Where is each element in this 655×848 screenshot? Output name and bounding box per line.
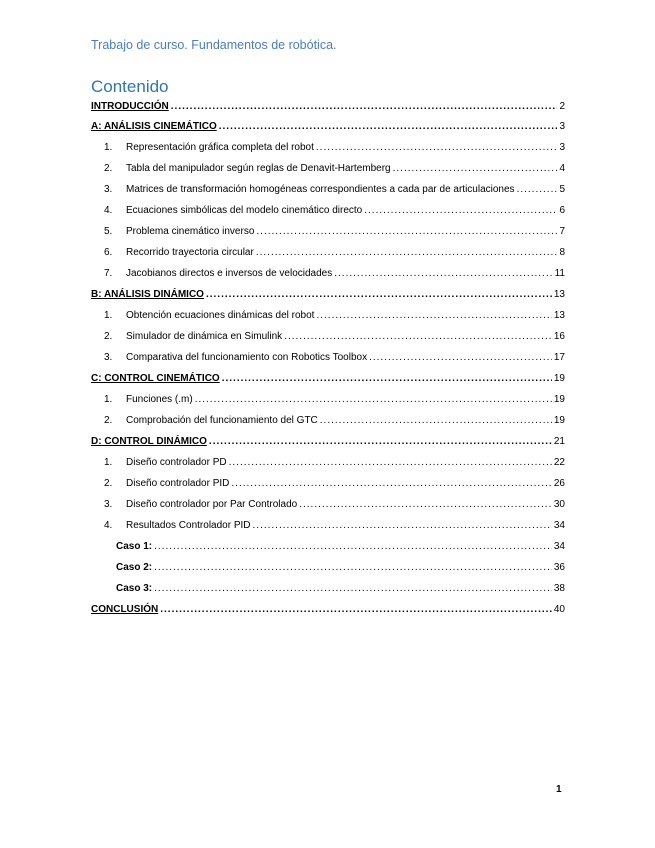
toc-entry-page: 13 bbox=[553, 310, 565, 321]
toc-entry-number: 7. bbox=[104, 268, 113, 279]
toc-entry-label: Matrices de transformación homogéneas correspondientes a cada par de articulaciones bbox=[126, 184, 515, 195]
dot-leader bbox=[320, 414, 552, 428]
dot-leader bbox=[253, 519, 552, 533]
toc-entry-number: 5. bbox=[104, 226, 113, 237]
running-header: Trabajo de curso. Fundamentos de robótica. bbox=[91, 38, 337, 52]
toc-entry-page: 4 bbox=[559, 163, 565, 174]
toc-entry[interactable] bbox=[91, 120, 565, 134]
toc-entry-label: Tabla del manipulador según reglas de Denavit-Hartemberg bbox=[126, 163, 391, 174]
dot-leader bbox=[154, 540, 552, 554]
dot-leader bbox=[229, 456, 552, 470]
page-number: 1 bbox=[556, 784, 562, 795]
toc-entry-number: 1. bbox=[104, 142, 113, 153]
dot-leader bbox=[316, 309, 551, 323]
dot-leader bbox=[256, 225, 557, 239]
toc-entry-label: C: CONTROL CINEMÁTICO bbox=[91, 373, 220, 384]
dot-leader bbox=[160, 603, 552, 617]
toc-entry-page: 13 bbox=[553, 289, 565, 300]
toc-entry[interactable] bbox=[91, 393, 565, 407]
toc-entry-page: 36 bbox=[553, 562, 565, 573]
toc-entry[interactable] bbox=[91, 246, 565, 260]
toc-entry-number: 3. bbox=[104, 184, 113, 195]
toc-entry-label: A: ANÁLISIS CINEMÁTICO bbox=[91, 121, 217, 132]
toc-entry-page: 40 bbox=[553, 604, 565, 615]
toc-entry-number: 2. bbox=[104, 163, 113, 174]
toc-entry-page: 2 bbox=[559, 101, 565, 112]
toc-entry[interactable] bbox=[91, 582, 565, 596]
toc-entry[interactable] bbox=[91, 267, 565, 281]
toc-entry-number: 2. bbox=[104, 478, 113, 489]
toc-entry-page: 30 bbox=[553, 499, 565, 510]
toc-entry-label: Resultados Controlador PID bbox=[126, 520, 251, 531]
toc-entry-label: Representación gráfica completa del robot bbox=[126, 142, 314, 153]
toc-entry[interactable] bbox=[91, 603, 565, 617]
toc-entry-label: INTRODUCCIÓN bbox=[91, 101, 169, 112]
toc-entry[interactable] bbox=[91, 330, 565, 344]
toc-entry-page: 3 bbox=[559, 142, 565, 153]
toc-entry[interactable] bbox=[91, 309, 565, 323]
toc-entry-label: Diseño controlador por Par Controlado bbox=[126, 499, 298, 510]
toc-entry-label: Funciones (.m) bbox=[126, 394, 193, 405]
dot-leader bbox=[316, 141, 558, 155]
toc-entry-page: 7 bbox=[559, 226, 565, 237]
toc-entry[interactable] bbox=[91, 477, 565, 491]
toc-entry-label: Diseño controlador PID bbox=[126, 478, 230, 489]
toc-entry-page: 17 bbox=[553, 352, 565, 363]
toc-entry-label: Comprobación del funcionamiento del GTC bbox=[126, 415, 318, 426]
toc-entry[interactable] bbox=[91, 561, 565, 575]
toc-entry-page: 21 bbox=[553, 436, 565, 447]
toc-entry-label: Diseño controlador PD bbox=[126, 457, 227, 468]
toc-entry-page: 8 bbox=[559, 247, 565, 258]
toc-entry-page: 22 bbox=[553, 457, 565, 468]
toc-entry[interactable] bbox=[91, 351, 565, 365]
toc-entry-page: 34 bbox=[553, 541, 565, 552]
toc-entry[interactable] bbox=[91, 204, 565, 218]
dot-leader bbox=[195, 393, 552, 407]
dot-leader bbox=[231, 477, 551, 491]
toc-entry-page: 19 bbox=[553, 415, 565, 426]
toc-entry-number: 6. bbox=[104, 247, 113, 258]
dot-leader bbox=[206, 288, 552, 302]
toc-entry-page: 19 bbox=[553, 394, 565, 405]
dot-leader bbox=[154, 582, 552, 596]
toc-entry-page: 11 bbox=[554, 268, 565, 279]
toc-entry-page: 26 bbox=[553, 478, 565, 489]
toc-entry-page: 16 bbox=[553, 331, 565, 342]
toc-entry-number: 4. bbox=[104, 205, 113, 216]
toc-entry-number: 3. bbox=[104, 352, 113, 363]
toc-entry[interactable] bbox=[91, 540, 565, 554]
toc-entry[interactable] bbox=[91, 100, 565, 114]
toc-entry-number: 1. bbox=[104, 457, 113, 468]
toc-entry-label: CONCLUSIÓN bbox=[91, 604, 159, 615]
toc-entry-page: 3 bbox=[559, 121, 565, 132]
toc-entry-label: Problema cinemático inverso bbox=[126, 226, 255, 237]
toc-entry-number: 2. bbox=[104, 415, 113, 426]
toc-entry-label: Comparativa del funcionamiento con Robotics Toolbox bbox=[126, 352, 368, 363]
dot-leader bbox=[284, 330, 552, 344]
toc-entry-number: 4. bbox=[104, 520, 113, 531]
dot-leader bbox=[171, 100, 558, 114]
toc-entry-number: 1. bbox=[104, 394, 113, 405]
dot-leader bbox=[256, 246, 558, 260]
toc-entry-number: 3. bbox=[104, 499, 113, 510]
toc-entry[interactable] bbox=[91, 519, 565, 533]
toc-entry-label: Simulador de dinámica en Simulink bbox=[126, 331, 283, 342]
toc-entry-number: 1. bbox=[104, 310, 113, 321]
toc-entry[interactable] bbox=[91, 162, 565, 176]
dot-leader bbox=[209, 435, 552, 449]
toc-entry[interactable] bbox=[91, 183, 565, 197]
toc-entry-number: 2. bbox=[104, 331, 113, 342]
toc-entry-label: D: CONTROL DINÁMICO bbox=[91, 436, 207, 447]
dot-leader bbox=[334, 267, 552, 281]
dot-leader bbox=[222, 372, 552, 386]
toc-entry-page: 6 bbox=[559, 205, 565, 216]
toc-entry[interactable] bbox=[91, 498, 565, 512]
dot-leader bbox=[299, 498, 552, 512]
toc-entry[interactable] bbox=[91, 435, 565, 449]
toc-entry-page: 34 bbox=[553, 520, 565, 531]
dot-leader bbox=[364, 204, 557, 218]
toc-entry-label: Obtención ecuaciones dinámicas del robot bbox=[126, 310, 315, 321]
dot-leader bbox=[219, 120, 558, 134]
dot-leader bbox=[393, 162, 558, 176]
toc-entry-page: 19 bbox=[553, 373, 565, 384]
toc-title: Contenido bbox=[91, 77, 169, 96]
toc-entry-label: Recorrido trayectoria circular bbox=[126, 247, 254, 258]
toc-entry[interactable] bbox=[91, 225, 565, 239]
toc-entry[interactable] bbox=[91, 414, 565, 428]
toc-entry-label: Caso 2: bbox=[116, 562, 153, 573]
toc-entry[interactable] bbox=[91, 288, 565, 302]
toc-entry[interactable] bbox=[91, 456, 565, 470]
toc-entry-page: 5 bbox=[559, 184, 565, 195]
toc-entry-label: Caso 3: bbox=[116, 583, 153, 594]
toc-entry-label: Ecuaciones simbólicas del modelo cinemático directo bbox=[126, 205, 363, 216]
toc-entry-label: Jacobianos directos e inversos de velocidades bbox=[126, 268, 333, 279]
toc-entry[interactable] bbox=[91, 372, 565, 386]
toc-entry-label: Caso 1: bbox=[116, 541, 153, 552]
toc-entry-page: 38 bbox=[553, 583, 565, 594]
dot-leader bbox=[154, 561, 552, 575]
toc-entry-label: B: ANÁLISIS DINÁMICO bbox=[91, 289, 204, 300]
dot-leader bbox=[369, 351, 552, 365]
toc-entry[interactable] bbox=[91, 141, 565, 155]
dot-leader bbox=[517, 183, 558, 197]
